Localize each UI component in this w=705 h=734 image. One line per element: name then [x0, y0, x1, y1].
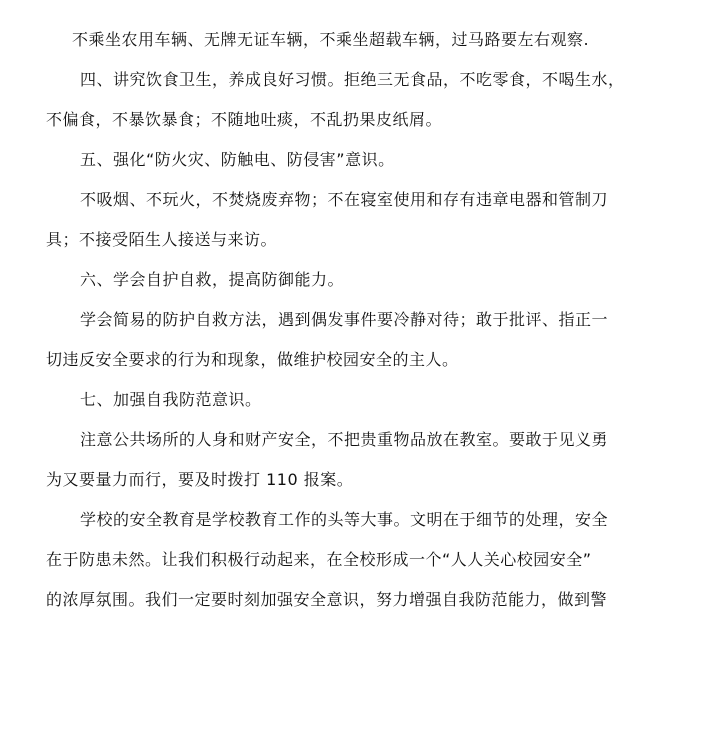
text-line: 四、讲究饮食卫生，养成良好习惯。拒绝三无食品，不吃零食，不喝生水， — [80, 70, 625, 89]
section-heading: 七、加强自我防范意识。 — [80, 390, 262, 409]
text-line: 学会简易的防护自救方法，遇到偶发事件要冷静对待；敢于批评、指正一 — [80, 310, 609, 329]
text-line: 为又要量力而行，要及时拨打 110 报案。 — [46, 470, 354, 489]
text-line: 不偏食，不暴饮暴食；不随地吐痰，不乱扔果皮纸屑。 — [46, 110, 443, 129]
text-line: 不吸烟、不玩火，不焚烧废弃物；不在寝室使用和存有违章电器和管制刀 — [80, 190, 609, 209]
text-line: 不乘坐农用车辆、无牌无证车辆，不乘坐超载车辆，过马路要左右观察. — [72, 30, 590, 49]
section-heading: 五、强化“防火灾、防触电、防侵害”意识。 — [80, 150, 395, 169]
text-line: 在于防患未然。让我们积极行动起来，在全校形成一个“人人关心校园安全” — [46, 550, 592, 569]
text-line: 的浓厚氛围。我们一定要时刻加强安全意识，努力增强自我防范能力，做到警 — [46, 590, 608, 609]
section-heading: 六、学会自护自救，提高防御能力。 — [80, 270, 345, 289]
text-line: 学校的安全教育是学校教育工作的头等大事。文明在于细节的处理，安全 — [80, 510, 609, 529]
text-line: 注意公共场所的人身和财产安全，不把贵重物品放在教室。要敢于见义勇 — [80, 430, 609, 449]
text-line: 切违反安全要求的行为和现象，做维护校园安全的主人。 — [46, 350, 459, 369]
text-line: 具；不接受陌生人接送与来访。 — [46, 230, 278, 249]
